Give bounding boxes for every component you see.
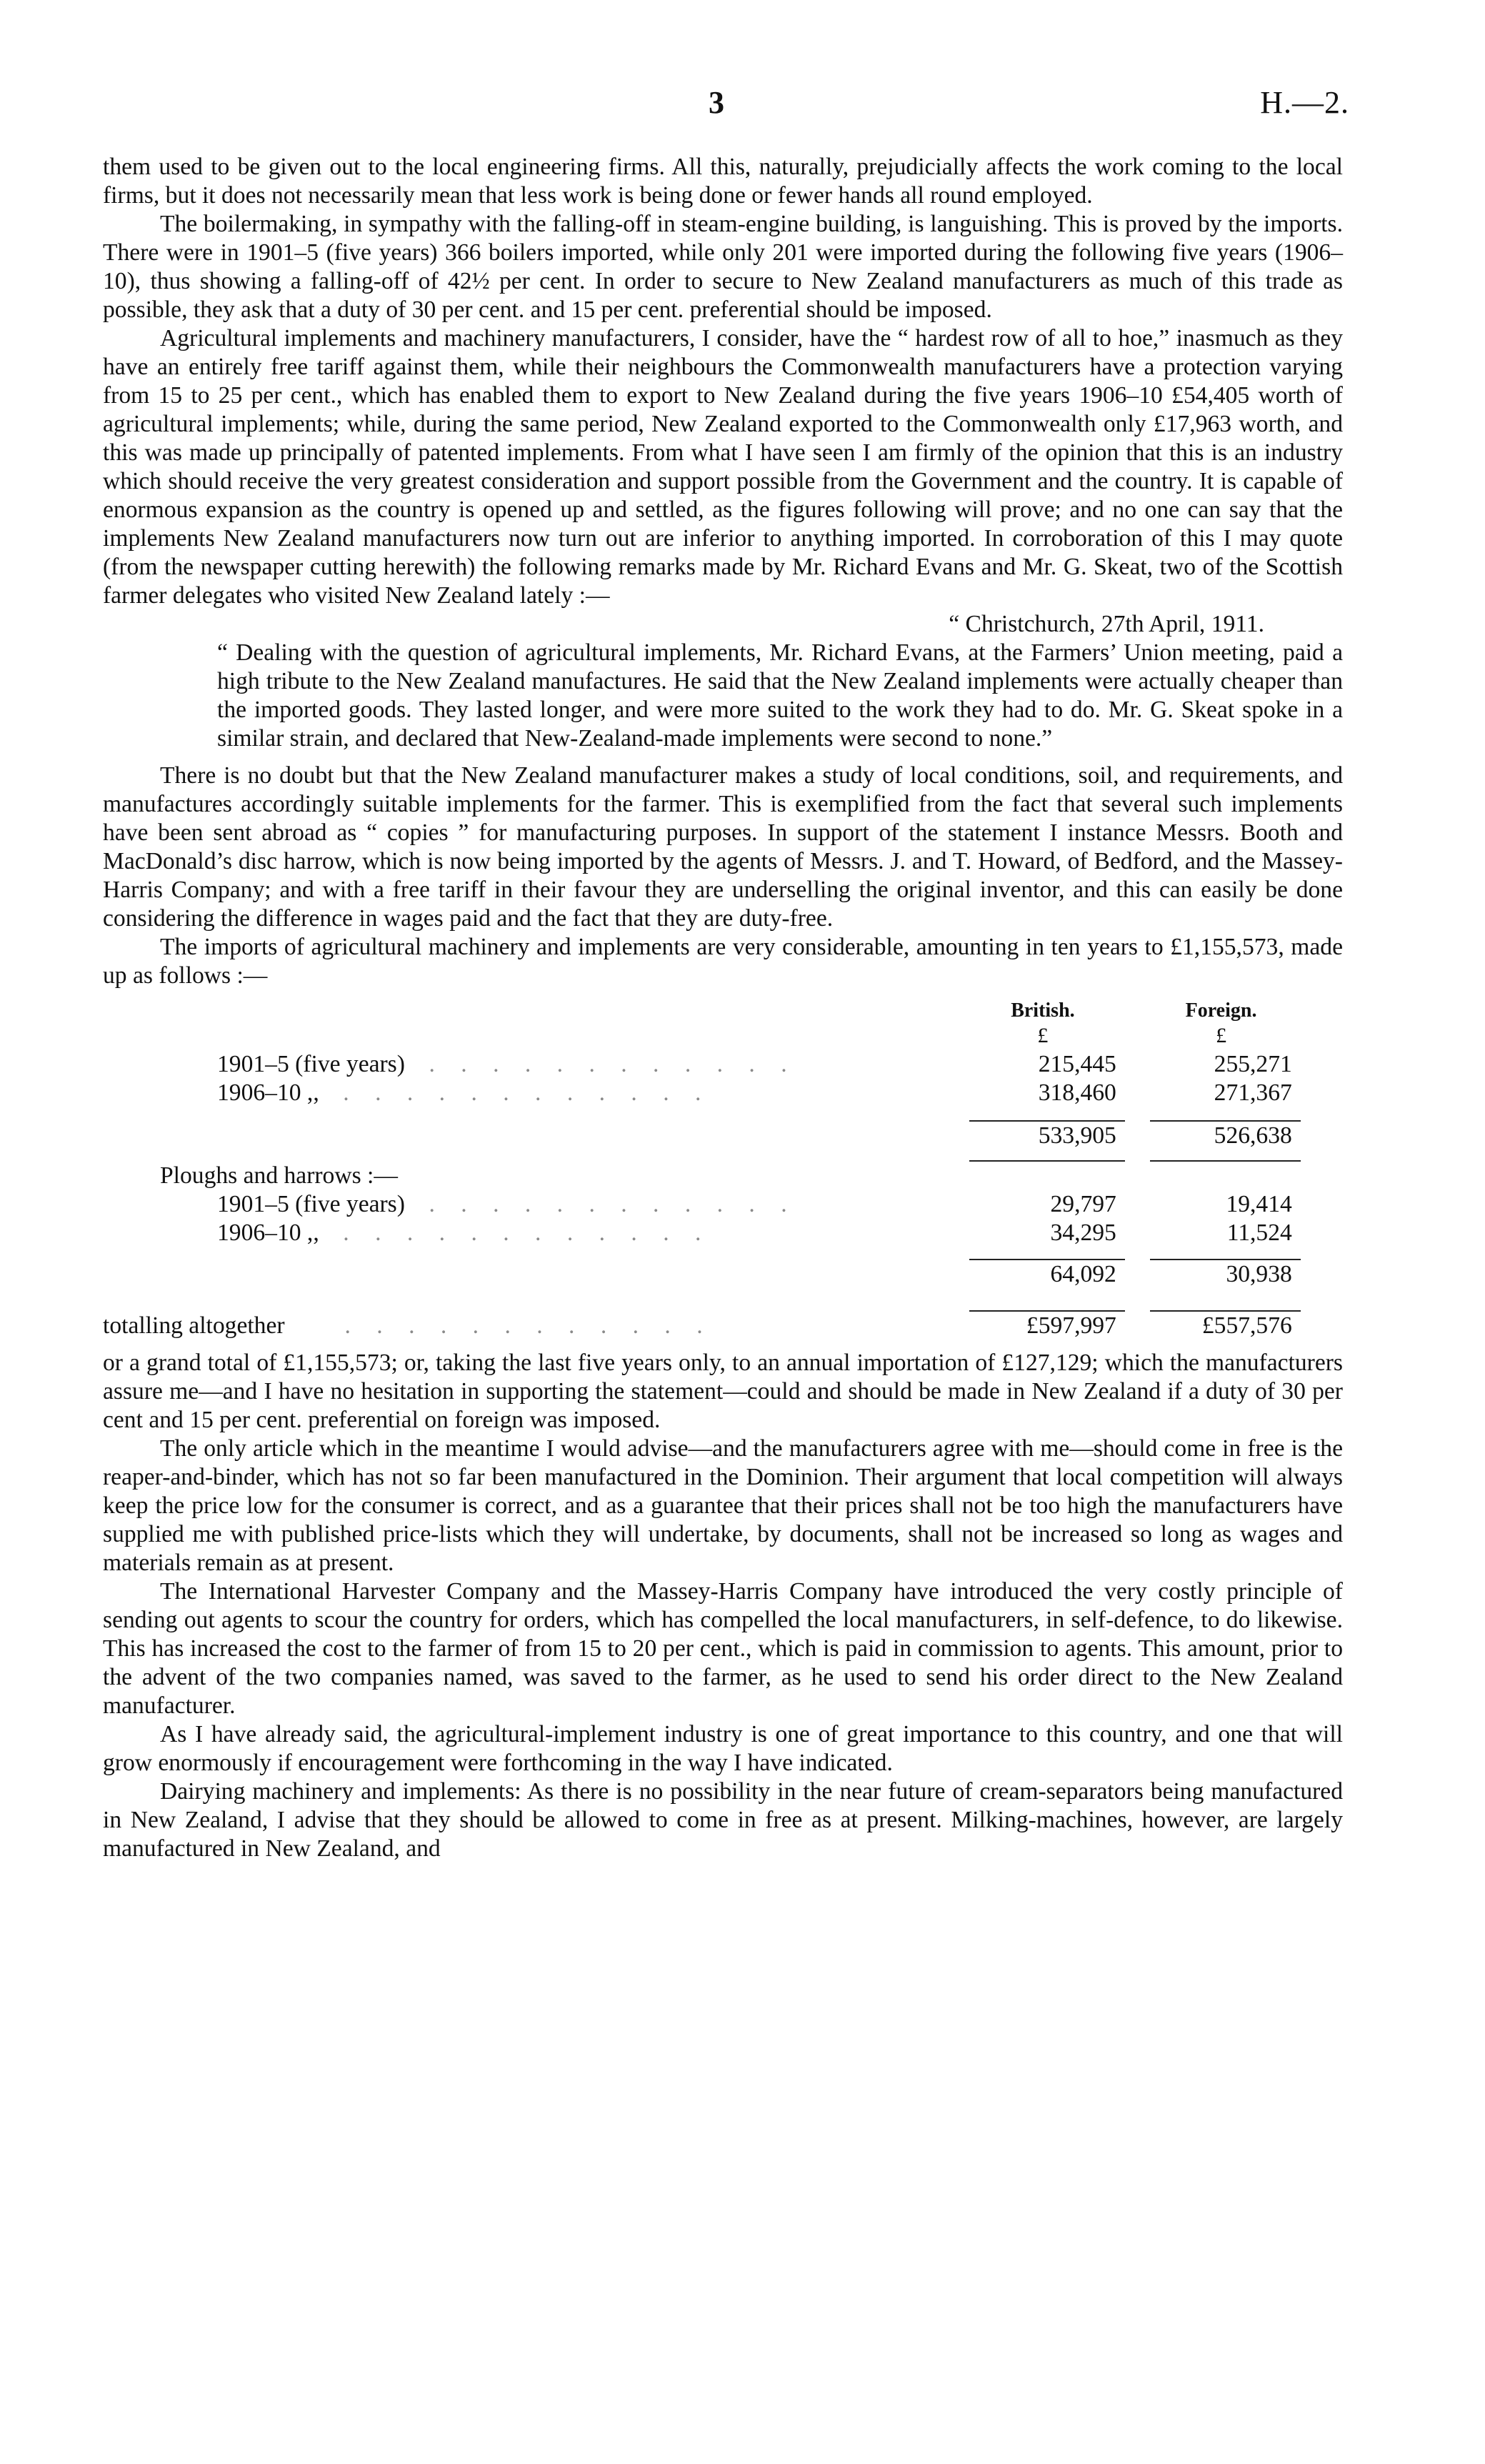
paragraph: The International Harvester Company and the Massey-Harris Company have introduced the very costly principle of sending out agents to scour the country for orders, which has compelled the local manufacturers, in self-defence, to do likewise. This has increased the cost to the farmer of from 15 to 20 per cent., which is paid in commission to agents. This amount, prior to the advent of the two companies named, was saved to the farmer, as he used to send his order direct to the New Zealand manufacturer. bbox=[103, 1578, 1343, 1719]
row-label: 1901–5 (five years) bbox=[217, 1051, 405, 1077]
body-text bbox=[103, 153, 1343, 1863]
unit-british: £ bbox=[1037, 1024, 1049, 1047]
subtotal-row bbox=[103, 1260, 1343, 1289]
table-row bbox=[103, 1079, 1343, 1107]
paragraph: The only article which in the meantime I would advise—and the manufacturers agree with me—should come in free is the reaper-and-binder, which has not so far been manufactured in the Dominion. Their argument that local competition will always keep the price low for the consumer is correct, and as a guarantee that their prices shall not be too high the manufacturers have supplied me with published price-lists which they will undertake, by documents, shall not be increased so long as wages and materials remain as at present. bbox=[103, 1435, 1343, 1576]
leader-dots: . . . . . . . . . . . . bbox=[343, 1079, 711, 1106]
british-total: £597,997 bbox=[969, 1311, 1125, 1340]
paragraph: There is no doubt but that the New Zealand manufacturer makes a study of local conditions, soil, and requirements, and manufactures accordingly suitable implements for the farmer. This is exemplified from the fact that several such implements have been sent abroad as “ copies ” for manufacturing purposes. In support of the statement I instance Messrs. Booth and MacDonald’s disc harrow, which is now being imported by the agents of Messrs. J. and T. Howard, of Bedford, and the Massey-Harris Company; and with a free tariff in their favour they are underselling the original inventor, and this can easily be done considering the difference in wages paid and the fact that they are duty-free. bbox=[103, 762, 1343, 932]
subtotal-row bbox=[103, 1121, 1343, 1150]
british-subtotal: 64,092 bbox=[969, 1260, 1125, 1289]
row-label: 1906–10 ,, bbox=[217, 1219, 319, 1246]
leader-dots: . . . . . . . . . . . . bbox=[429, 1191, 797, 1217]
paragraph: As I have already said, the agricultural-implement industry is one of great importance to this country, and one that will grow enormously if encouragement were forthcoming in the way I have indicated. bbox=[103, 1721, 1343, 1776]
section-label: Ploughs and harrows :— bbox=[160, 1162, 398, 1189]
british-subtotal: 533,905 bbox=[969, 1121, 1125, 1150]
foreign-value: 255,271 bbox=[1214, 1051, 1292, 1077]
table-row bbox=[103, 1219, 1343, 1247]
paragraph: or a grand total of £1,155,573; or, taking the last five years only, to an annual importation of £127,129; which the manufacturers assure me—and I have no hesitation in supporting the statement—could and should be made in New Zealand if a duty of 30 per cent and 15 per cent. preferential on foreign was imposed. bbox=[103, 1350, 1343, 1433]
paragraph: Dairying machinery and implements: As there is no possibility in the near future of cream-separators being manufactured in New Zealand, I advise that they should be allowed to come in free as at present. Milking-machines, however, are largely manufactured in New Zealand, and bbox=[103, 1778, 1343, 1862]
imports-table bbox=[103, 993, 1343, 1340]
row-label: 1901–5 (five years) bbox=[217, 1191, 405, 1217]
column-header-british: British. bbox=[1011, 999, 1075, 1022]
foreign-value: 271,367 bbox=[1214, 1079, 1292, 1106]
quote-dateline: “ Christchurch, 27th April, 1911. bbox=[949, 611, 1264, 637]
leader-dots: . . . . . . . . . . . . bbox=[429, 1051, 797, 1077]
document-reference: H.—2. bbox=[1260, 85, 1349, 120]
foreign-value: 19,414 bbox=[1226, 1191, 1292, 1217]
foreign-value: 11,524 bbox=[1226, 1219, 1292, 1246]
leader-dots: . . . . . . . . . . . . bbox=[344, 1312, 713, 1339]
quoted-passage: “ Dealing with the question of agricultural implements, Mr. Richard Evans, at the Farmers’ Union meeting, paid a high tribute to the New Zealand manufactures. He said that the New Zealand implements were actually cheaper than the imported goods. They lasted longer, and were more suited to the work they had to do. Mr. G. Skeat spoke in a similar strain, and declared that New-Zealand-made implements were second to none.” bbox=[217, 639, 1343, 752]
paragraph: Agricultural implements and machinery manufacturers, I consider, have the “ hardest row of all to hoe,” inasmuch as they have an entirely free tariff against them, while their neighbours the Commonwealth manufacturers have a protection varying from 15 to 25 per cent., which has enabled them to export to New Zealand during the five years 1906–10 £54,405 worth of agricultural implements; while, during the same period, New Zealand exported to the Commonwealth only £17,963 worth, and this was made up principally of patented implements. From what I have seen I am firmly of the opinion that this is an industry which should receive the very greatest consideration and support possible from the Government and the country. It is capable of enormous expansion as the country is opened up and settled, as the figures following will prove; and no one can say that the implements New Zealand manufacturers now turn out are inferior to anything imported. In corroboration of this I may quote (from the newspaper cutting herewith) the following remarks made by Mr. Richard Evans and Mr. G. Skeat, two of the Scottish farmer delegates who visited New Zealand lately :— bbox=[103, 325, 1343, 609]
paragraph: The imports of agricultural machinery and implements are very considerable, amounting in ten years to £1,155,573, made up as follows :— bbox=[103, 934, 1343, 989]
british-value: 29,797 bbox=[1050, 1191, 1116, 1217]
page-number: 3 bbox=[709, 85, 724, 120]
paragraph: them used to be given out to the local engineering firms. All this, naturally, prejudicially affects the work coming to the local firms, but it does not necessarily mean that less work is being done or fewer hands all round employed. bbox=[103, 154, 1343, 209]
british-value: 34,295 bbox=[1050, 1219, 1116, 1246]
foreign-subtotal: 526,638 bbox=[1150, 1121, 1300, 1150]
foreign-subtotal: 30,938 bbox=[1150, 1260, 1300, 1289]
column-header-foreign: Foreign. bbox=[1185, 999, 1257, 1022]
british-value: 215,445 bbox=[1038, 1051, 1116, 1077]
paragraph: The boilermaking, in sympathy with the falling-off in steam-engine building, is languishing. This is proved by the imports. There were in 1901–5 (five years) 366 boilers imported, while only 201 were imported during the following five years (1906–10), thus showing a falling-off of 42½ per cent. In order to secure to New Zealand manufacturers as much of this trade as possible, they ask that a duty of 30 per cent. and 15 per cent. preferential should be imposed. bbox=[103, 211, 1343, 323]
foreign-total: £557,576 bbox=[1150, 1311, 1300, 1340]
leader-dots: . . . . . . . . . . . . bbox=[343, 1219, 711, 1246]
page-header bbox=[0, 84, 1485, 127]
unit-foreign: £ bbox=[1216, 1024, 1227, 1047]
table-row bbox=[103, 1190, 1343, 1219]
row-label: 1906–10 ,, bbox=[217, 1079, 319, 1106]
total-row bbox=[103, 1311, 1343, 1340]
british-value: 318,460 bbox=[1038, 1079, 1116, 1106]
total-label: totalling altogether bbox=[103, 1312, 285, 1339]
table-row bbox=[103, 1050, 1343, 1079]
